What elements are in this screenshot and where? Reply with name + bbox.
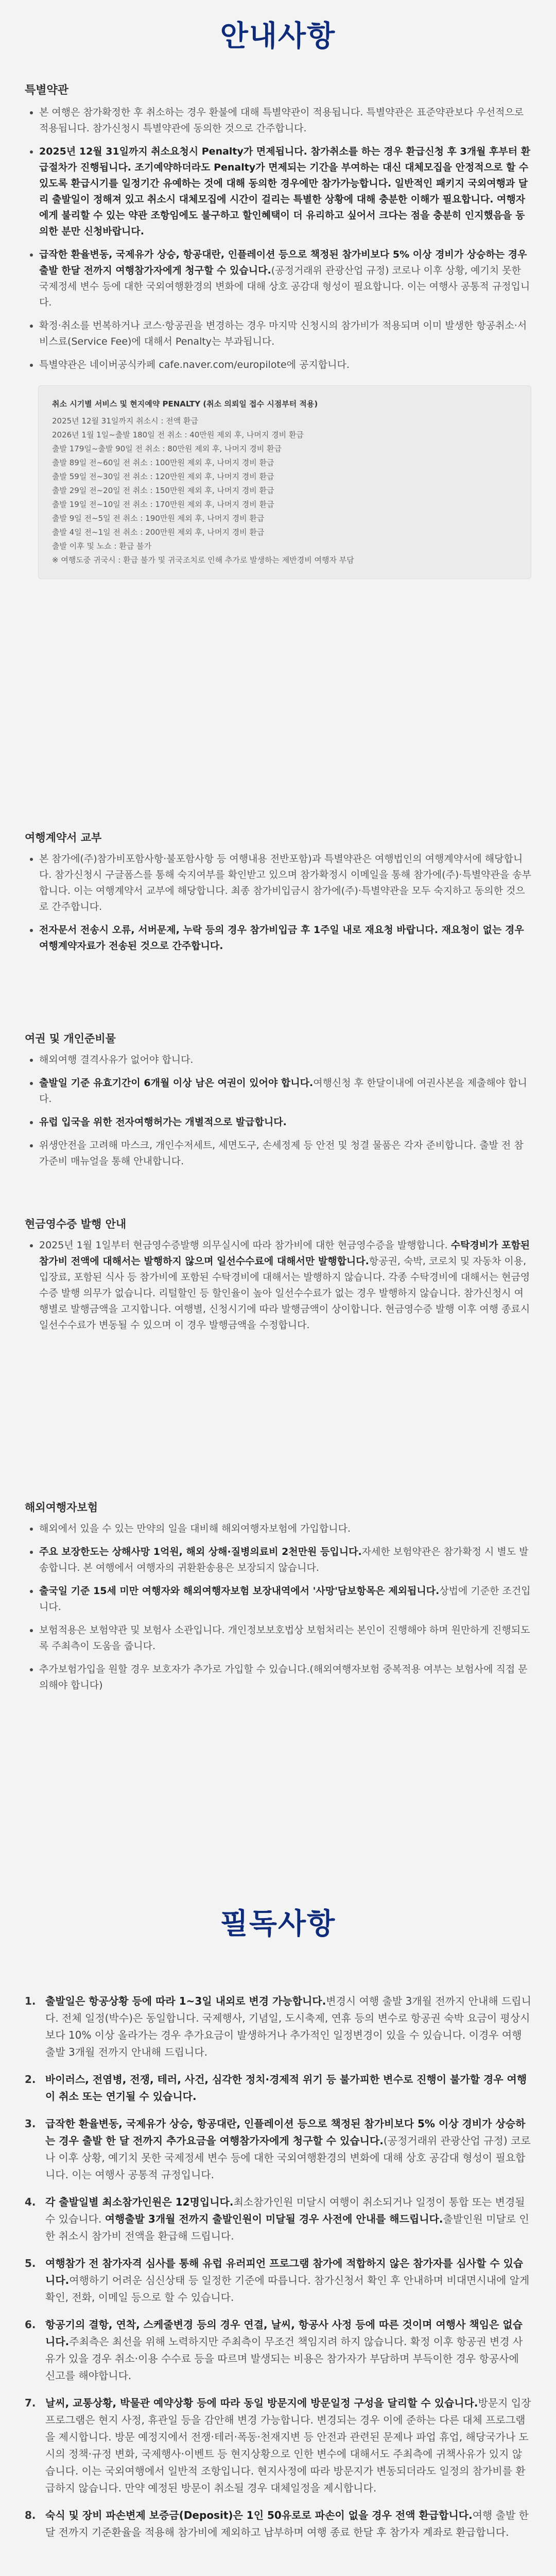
- special-terms-list: [25, 105, 531, 373]
- penalty-table-box: [38, 385, 531, 579]
- list-item: 1. 출발일은 항공상황 등에 따라 1~3일 내외로 변경 가능합니다.변경시 여행 출발 3개월 전까지 안내해 드립니다. 전체 일정(박수)은 동일합니다. 국제행사, 기념일, 도시축제, 연휴 등의 변수로 항공권 숙박 요금이 평상시보다 10% 이상 올라가는 경우 추가요금이 발생하거나 추가적인 일정변경이 있을 수 있습니다. 이경우 여행출발 3개월 전까지 안내해 드립니다.: [25, 1995, 531, 2058]
- must-read-section: [0, 1993, 556, 2551]
- list-item: • 유럽 입국을 위한 전자여행허가는 개별적으로 발급합니다.: [39, 1114, 531, 1130]
- list-item: • 확정·취소를 번복하거나 코스·항공권을 변경하는 경우 마지막 신청시의 참가비가 적용되며 이미 발생한 항공취소·서비스료(Service Fee)에 대해서 Penalty는 부과됩니다.: [39, 318, 531, 350]
- penalty-line: 출발 59일 전~30일 전 취소 : 120만원 제외 후, 나머지 경비 환급: [52, 472, 274, 481]
- receipt-list: [25, 1238, 531, 1333]
- contract-heading: 여행계약서 교부: [25, 832, 102, 844]
- penalty-line: 출발 179일~출발 90일 전 취소 : 80만원 제외 후, 나머지 경비 환급: [52, 444, 282, 453]
- list-item: • 해외에서 있을 수 있는 만약의 일을 대비해 해외여행자보험에 가입합니다.: [39, 1521, 531, 1537]
- contract-section: [0, 829, 556, 961]
- passport-list: [25, 1052, 531, 1170]
- list-item: • 2025년 1월 1일부터 현금영수증발행 의무실시에 따라 참가비에 대한 현금영수증을 발행합니다. 수탁경비가 포함된 참가비 전액에 대해서는 발행하지 않으며 일선수수료에 대해서만 발행합니다.항공권, 숙박, 코로치 및 자동차 이용, 입장료, 포함된 식사 등 참가비에 포함된 수탁경비에 대해서는 발행하지 않습니다. 각종 수탁경비에 대해서는 현금영수증 발행 의무가 없습니다. 리털할인 등 할인율이 높아 일선수수료가 없는 경우 발행하지 않습니다. 참가신청시 여행별로 발행금액을 고지합니다. 여행별, 신청시기에 따라 발행금액이 상이합니다. 현금영수증 발행 이후 여행 종료시 일선수수료가 변동될 수 있으며 이 경우 발행금액을 수정합니다.: [39, 1238, 531, 1333]
- list-item: • 2025년 12월 31일까지 취소요청시 Penalty가 면제됩니다. 참가취소를 하는 경우 환급신청 후 3개월 후부터 환급절차가 진행됩니다. 조기예약하더라도 Penalty가 면제되는 기간을 부여하는 대신 대체모집을 안정적으로 할 수 있도록 환급시기를 일정기간 유예하는 것에 대해 동의한 경우에만 참가가능합니다. 일반적인 패키지 국외여행과 달리 출발일이 정해져 있고 취소시 대체모집에 시간이 걸리는 특별한 상황에 대해 충분한 이해가 필요합니다. 여행자에게 불리할 수 있는 약관 조항임에도 불구하고 할인혜택이 더 유리하고 싶어서 크다는 점을 충분히 인지했음을 동의한 분만 신청바랍니다.: [39, 144, 531, 240]
- must-read-title-block: [0, 1901, 556, 1942]
- list-item: • 출발일 기준 유효기간이 6개월 이상 남은 여권이 있어야 합니다.여행신청 후 한달이내에 여권사본을 제출해야 합니다.: [39, 1075, 531, 1107]
- insurance-heading: 해외여행자보험: [25, 1501, 98, 1514]
- list-item: 7. 날씨, 교통상황, 박물관 예약상황 등에 따라 동일 방문지에 방문일정 구성을 달리할 수 있습니다.방문지 입장 프로그램은 현지 사정, 휴관일 등을 감안해 변경 가능합니다. 변경되는 경우 이에 준하는 다른 대체 프로그램을 제시합니다. 방문 예정지에서 전쟁·테러·폭동·천재지변 등 안전과 관련된 문제나 파업 휴업, 해당국가나 도시의 정책·규정 변화, 국제행사·이벤트 등 현지상황으로 인한 변수에 대해서도 주최측에 귀책사유가 있지 않습니다. 이는 국외여행에서 일반적 조항입니다. 현지사정에 따라 방문지가 변동되더라도 일정의 참가비를 환급하지 않습니다. 만약 예정된 방문이 취소될 경우 대체일정을 제시합니다.: [25, 2397, 531, 2494]
- list-item: • 전자문서 전송시 오류, 서버문제, 누락 등의 경우 참가비입금 후 1주일 내로 재요청 바랍니다. 재요청이 없는 경우 여행계약자료가 전송된 것으로 간주합니다.: [39, 922, 531, 954]
- receipt-section: [0, 1216, 556, 1341]
- penalty-line: 2026년 1월 1일~출발 180일 전 취소 : 40만원 제외 후, 나머지 경비 환급: [52, 430, 304, 439]
- penalty-line: 출발 9일 전~5일 전 취소 : 190만원 제외 후, 나머지 경비 환급: [52, 514, 265, 523]
- receipt-heading: 현금영수증 발행 안내: [25, 1218, 127, 1230]
- list-item: 2. 바이러스, 전염병, 전쟁, 테러, 사건, 심각한 정치·경제적 위기 등 불가피한 변수로 진행이 불가할 경우 여행이 취소 또는 연기될 수 있습니다.: [25, 2073, 527, 2103]
- list-item: • 추가보험가입을 원할 경우 보호자가 추가로 가입할 수 있습니다.(해외여행자보험 중복적용 여부는 보험사에 직접 문의해야 합니다): [39, 1662, 531, 1693]
- passport-section: [0, 1030, 556, 1177]
- list-item: • 본 여행은 참가확정한 후 취소하는 경우 환불에 대해 특별약관이 적용됩니다. 특별약관은 표준약관보다 우선적으로 적용됩니다. 참가신청시 특별약관에 동의한 것으로 간주합니다.: [39, 105, 531, 137]
- list-item: • 특별약관은 네이버공식카페 cafe.naver.com/europilote에 공지합니다.: [39, 357, 531, 373]
- penalty-line: 출발 29일 전~20일 전 취소 : 150만원 제외 후, 나머지 경비 환급: [52, 486, 274, 495]
- list-item: 3. 급작한 환율변동, 국제유가 상승, 항공대란, 인플레이션 등으로 책정된 참가비보다 5% 이상 경비가 상승하는 경우 출발 한 달 전까지 추가요금을 여행참가자에게 청구할 수 있습니다.(공정거래위 관광산업 규정) 코로나 이후 상황, 예기치 못한 국제정세 변수 등에 대한 국외여행환경의 변화에 대해 상호 공감대 형성이 필요합니다. 이는 여행사 공통적 규정입니다.: [25, 2117, 531, 2181]
- notice-title-block: [0, 13, 556, 55]
- special-terms-heading: 특별약관: [25, 84, 69, 97]
- penalty-note: ※ 여행도중 귀국시 : 환급 불가 및 귀국조치로 인해 추가로 발생하는 제반경비 여행자 부담: [52, 555, 354, 565]
- list-item: • 위생안전을 고려해 마스크, 개인수저세트, 세면도구, 손세정제 등 안전 및 청결 물품은 각자 준비합니다. 출발 전 참가준비 매뉴얼을 통해 안내합니다.: [39, 1138, 531, 1170]
- insurance-section: [0, 1499, 556, 1701]
- passport-heading: 여권 및 개인준비물: [25, 1032, 116, 1045]
- list-item: • 해외여행 결격사유가 없어야 합니다.: [39, 1052, 531, 1068]
- list-item: 4. 각 출발일별 최소참가인원은 12명입니다.최소참가인원 미달시 여행이 취소되거나 일정이 통합 또는 변경될 수 있습니다. 여행출발 3개월 전까지 출발인원이 미달될 경우 사전에 안내를 해드립니다.출발인원 미달로 인한 취소시 참가비 전액을 환급해 드립니다.: [25, 2196, 529, 2242]
- penalty-line: 출발 이후 및 노쇼 : 환급 불가: [52, 541, 152, 551]
- special-terms-section: [0, 81, 556, 579]
- penalty-line: 출발 19일 전~10일 전 취소 : 170만원 제외 후, 나머지 경비 환급: [52, 500, 274, 509]
- penalty-line: 출발 89일 전~60일 전 취소 : 100만원 제외 후, 나머지 경비 환급: [52, 458, 274, 467]
- must-read-list: [25, 1993, 531, 2541]
- penalty-line: 출발 4일 전~1일 전 취소 : 200만원 제외 후, 나머지 경비 환급: [52, 528, 265, 537]
- list-item: • 출국일 기준 15세 미만 여행자와 해외여행자보험 보장내역에서 '사망'담보항목은 제외됩니다.상법에 기준한 조건입니다.: [39, 1583, 531, 1615]
- penalty-line: 2025년 12월 31일까지 취소시 : 전액 환급: [52, 416, 198, 426]
- list-item: • 급작한 환율변동, 국제유가 상승, 항공대란, 인플레이션 등으로 책정된 참가비보다 5% 이상 경비가 상승하는 경우 출발 한달 전까지 여행참가자에게 청구할 수 있습니다.(공정거래위 관광산업 규정) 코로나 이후 상황, 예기치 못한 국제정세 변수 등에 대한 국외여행환경의 변화에 대해 상호 공감대 형성이 필요합니다. 이는 여행사 공통적 규정입니다.: [39, 247, 531, 311]
- must-read-title: 필독사항: [220, 1907, 336, 1941]
- insurance-list: [25, 1521, 531, 1693]
- contract-list: [25, 851, 531, 954]
- list-item: 6. 항공기의 결항, 연착, 스케줄변경 등의 경우 연결, 날씨, 항공사 사정 등에 따른 것이며 여행사 책임은 없습니다.주최측은 최선을 위해 노력하지만 주최측이 무조건 책임지려 하지 않습니다. 확정 이후 항공권 변경 사유가 있을 경우 취소·이용 수수료 등을 따르며 발생되는 비용은 참가자가 부담하며 부득이한 경우 항공사에 신고를 해야합니다.: [25, 2318, 523, 2382]
- list-item: • 주요 보장한도는 상해사망 1억원, 해외 상해·질병의료비 2천만원 등입니다.자세한 보험약관은 참가확정 시 별도 발송합니다. 본 여행에서 여행자의 귀환환송용은 보장되지 않습니다.: [39, 1544, 531, 1576]
- list-item: 5. 여행참가 전 참가자격 심사를 통해 유럽 유러피언 프로그램 참가에 적합하지 않은 참가자를 심사할 수 있습니다.여행하기 어려운 심신상태 등 일정한 기준에 따릅니다. 참가신청서 확인 후 안내하며 비대면시내에 알게 확인, 전화, 이메일 등으로 할 수 있습니다.: [25, 2257, 530, 2303]
- list-item: • 본 참가에(주)참가비포함사항·불포함사항 등 여행내용 전반포함)과 특별약관은 여행법인의 여행계약서에 해당합니다. 참가신청시 구글폼스를 통해 숙지여부를 확인받고 있으며 참가확정시 이메일을 통해 참가에(주)·특별약관을 송부합니다. 이는 여행계약서 교부에 해당합니다. 최종 참가비입금시 참가에(주)·특별약관을 모두 숙지하고 동의한 것으로 간주합니다.: [39, 851, 531, 915]
- list-item: 8. 숙식 및 장비 파손변제 보증금(Deposit)은 1인 50유로로 파손이 없을 경우 전액 환급합니다.여행 출발 한달 전까지 기준환율을 적용해 참가비에 제외하고 납부하며 여행 종료 한달 후 참가자 계좌로 환급합니다.: [25, 2509, 529, 2538]
- notice-title: 안내사항: [220, 20, 336, 53]
- penalty-box-heading: 취소 시기별 서비스 및 현지예약 PENALTY (취소 의뢰일 접수 시점부터 적용): [52, 399, 318, 409]
- list-item: • 보험적용은 보험약관 및 보험사 소관입니다. 개인정보보호법상 보험처리는 본인이 진행해야 하며 원만하게 진행되도록 주최측이 도움을 줍니다.: [39, 1622, 531, 1654]
